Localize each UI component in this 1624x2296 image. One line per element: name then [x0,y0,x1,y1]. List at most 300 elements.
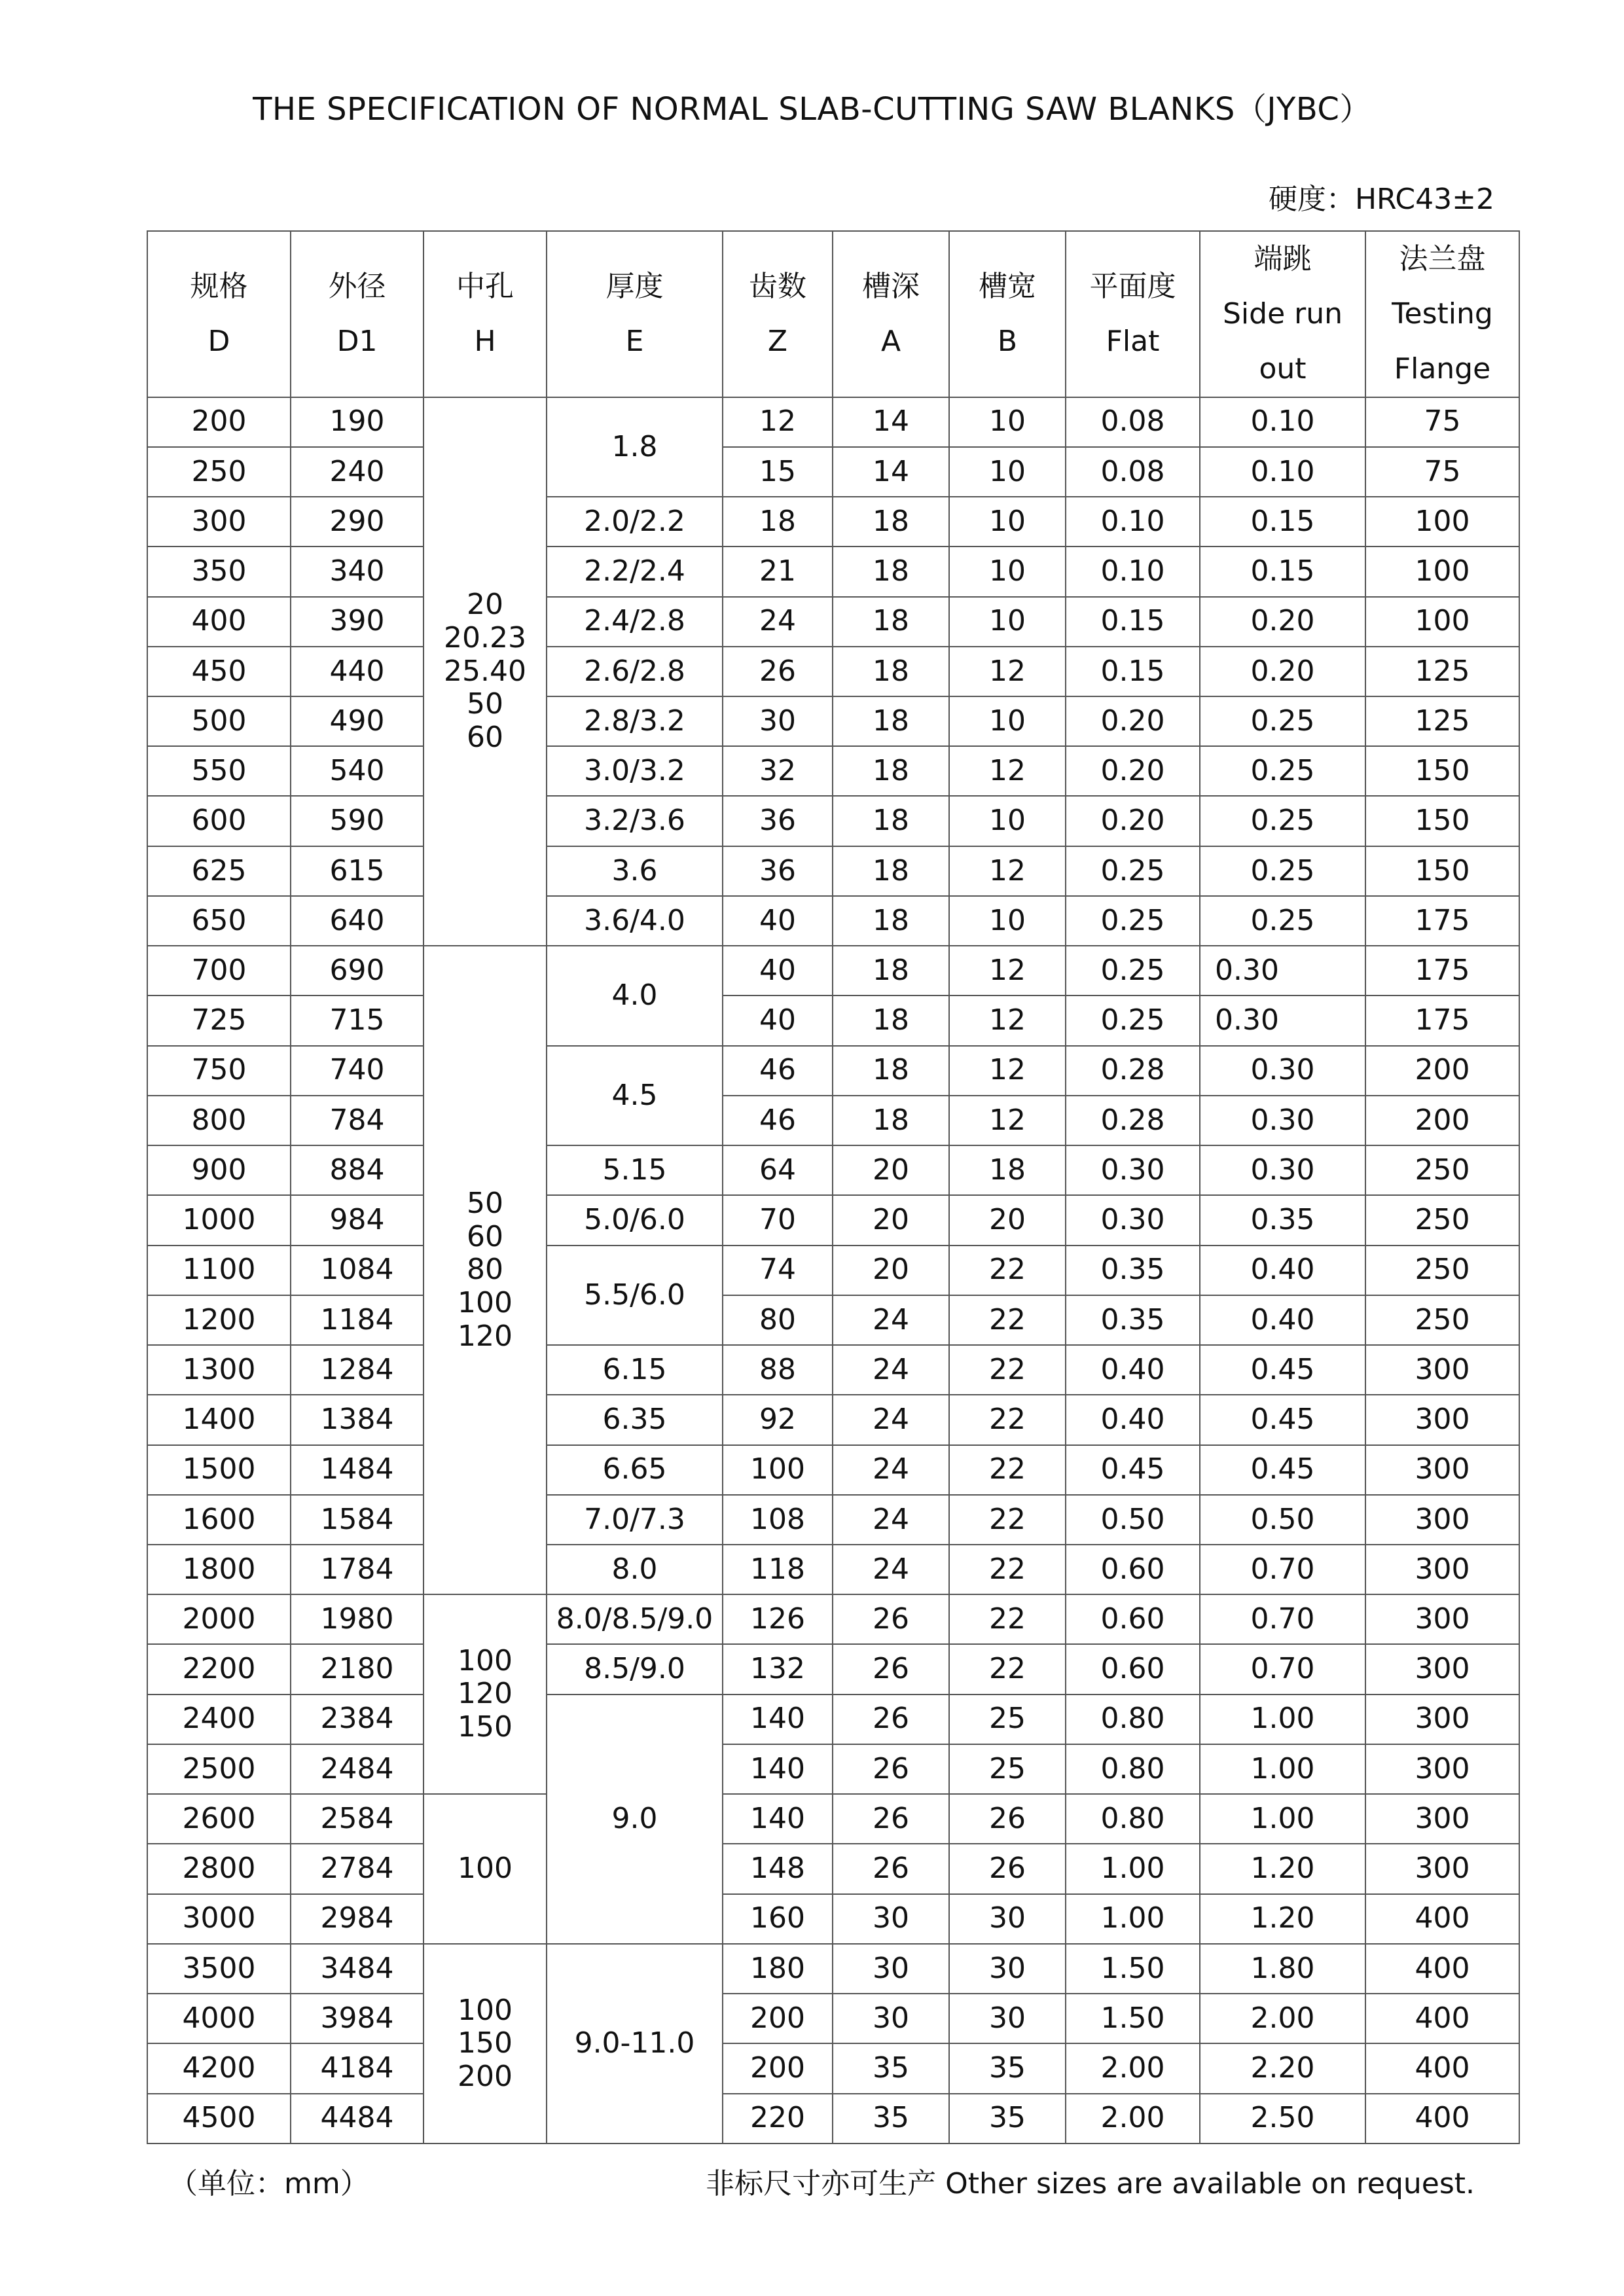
cell-flange: 400 [1365,1894,1519,1944]
cell-spec: 2600 [147,1794,291,1844]
cell-spec: 450 [147,647,291,696]
cell-outer-dia: 4484 [291,2094,424,2144]
table-row [147,1545,1519,1594]
cell-spec: 750 [147,1046,291,1096]
cell-side-run: 0.30 [1200,996,1365,1045]
cell-spec: 1600 [147,1495,291,1545]
cell-outer-dia: 390 [291,597,424,647]
cell-slot-depth: 30 [833,1994,949,2043]
cell-slot-width: 10 [949,547,1066,596]
table-row [147,597,1519,647]
cell-flange: 300 [1365,1844,1519,1893]
hole-value: 50 [467,687,503,721]
header-line: Z [767,324,788,358]
cell-spec: 300 [147,497,291,547]
cell-slot-depth: 18 [833,647,949,696]
spec-table-body [147,231,1519,2144]
cell-slot-width: 22 [949,1495,1066,1545]
table-row [147,1046,1519,1096]
cell-slot-width: 25 [949,1744,1066,1794]
cell-flange: 175 [1365,896,1519,946]
cell-side-run: 0.40 [1200,1295,1365,1345]
cell-flat: 0.30 [1066,1145,1200,1195]
cell-slot-width: 22 [949,1644,1066,1694]
page-title: THE SPECIFICATION OF NORMAL SLAB-CUTTING SAW BLANKS（JYBC） [253,91,1371,128]
cell-teeth: 40 [723,896,833,946]
cell-slot-width: 22 [949,1295,1066,1345]
header-line: 齿数 [749,270,806,304]
cell-flat: 1.00 [1066,1894,1200,1944]
cell-teeth: 15 [723,447,833,497]
cell-hole-group [424,397,547,946]
cell-slot-depth: 18 [833,946,949,996]
header-side-run [1200,231,1365,397]
custom-size-note: 非标尺寸亦可生产 Other sizes are available on request. [706,2167,1475,2200]
table-row [147,1195,1519,1245]
cell-slot-depth: 26 [833,1744,949,1794]
cell-side-run: 0.20 [1200,597,1365,647]
table-row [147,1096,1519,1145]
cell-thickness: 2.0/2.2 [547,497,723,547]
cell-slot-depth: 14 [833,397,949,447]
header-line: Testing [1392,296,1493,331]
cell-slot-depth: 18 [833,846,949,896]
cell-flat: 0.60 [1066,1594,1200,1644]
cell-outer-dia: 3484 [291,1944,424,1994]
table-row [147,1944,1519,1994]
cell-side-run: 0.25 [1200,896,1365,946]
table-row [147,1794,1519,1844]
header-line: E [625,324,644,358]
cell-flange: 300 [1365,1744,1519,1794]
cell-flat: 0.25 [1066,896,1200,946]
cell-slot-depth: 26 [833,1644,949,1694]
cell-outer-dia: 715 [291,996,424,1045]
cell-spec: 600 [147,796,291,846]
cell-flange: 300 [1365,1395,1519,1444]
header-line: D1 [336,324,378,358]
table-row [147,846,1519,896]
cell-thickness: 3.2/3.6 [547,796,723,846]
header-outer-dia [291,231,424,397]
hole-value: 25.40 [444,654,526,688]
cell-slot-width: 20 [949,1195,1066,1245]
cell-slot-depth: 26 [833,1594,949,1644]
cell-flat: 2.00 [1066,2094,1200,2144]
cell-side-run: 2.20 [1200,2043,1365,2093]
cell-spec: 1400 [147,1395,291,1444]
cell-thickness: 2.4/2.8 [547,597,723,647]
table-row [147,896,1519,946]
table-row [147,397,1519,447]
cell-slot-width: 12 [949,1096,1066,1145]
cell-teeth: 160 [723,1894,833,1944]
cell-spec: 550 [147,746,291,796]
cell-spec: 650 [147,896,291,946]
cell-side-run: 0.40 [1200,1246,1365,1295]
cell-slot-width: 26 [949,1794,1066,1844]
cell-flat: 0.25 [1066,996,1200,1045]
header-line: 法兰盘 [1399,242,1486,276]
header-line: D [208,324,230,358]
cell-spec: 725 [147,996,291,1045]
cell-flat: 0.60 [1066,1545,1200,1594]
cell-teeth: 148 [723,1844,833,1893]
cell-teeth: 100 [723,1445,833,1495]
cell-flange: 300 [1365,1345,1519,1395]
cell-outer-dia: 2180 [291,1644,424,1694]
table-row [147,647,1519,696]
cell-flange: 300 [1365,1794,1519,1844]
cell-slot-width: 22 [949,1246,1066,1295]
cell-slot-width: 22 [949,1445,1066,1495]
cell-outer-dia: 690 [291,946,424,996]
hole-value: 150 [458,2026,513,2060]
cell-teeth: 118 [723,1545,833,1594]
cell-teeth: 24 [723,597,833,647]
cell-slot-depth: 24 [833,1345,949,1395]
cell-outer-dia: 884 [291,1145,424,1195]
cell-flange: 150 [1365,796,1519,846]
cell-slot-depth: 24 [833,1545,949,1594]
header-line: Side run [1222,296,1343,331]
cell-teeth: 74 [723,1246,833,1295]
cell-outer-dia: 290 [291,497,424,547]
cell-outer-dia: 2584 [291,1794,424,1844]
cell-outer-dia: 740 [291,1046,424,1096]
cell-flange: 150 [1365,746,1519,796]
cell-slot-depth: 18 [833,597,949,647]
cell-spec: 1200 [147,1295,291,1345]
cell-slot-depth: 18 [833,796,949,846]
cell-slot-width: 22 [949,1594,1066,1644]
cell-flange: 75 [1365,447,1519,497]
cell-flange: 400 [1365,1944,1519,1994]
table-row [147,1345,1519,1395]
table-row [147,996,1519,1045]
cell-slot-depth: 18 [833,746,949,796]
cell-side-run: 0.45 [1200,1345,1365,1395]
cell-slot-width: 10 [949,447,1066,497]
cell-outer-dia: 2484 [291,1744,424,1794]
cell-side-run: 0.30 [1200,1046,1365,1096]
cell-flat: 0.20 [1066,696,1200,746]
cell-slot-width: 18 [949,1145,1066,1195]
hole-value: 100 [458,1285,513,1319]
cell-slot-width: 10 [949,497,1066,547]
cell-slot-depth: 30 [833,1894,949,1944]
cell-flat: 0.45 [1066,1445,1200,1495]
cell-side-run: 0.50 [1200,1495,1365,1545]
spec-table [147,230,1520,2144]
hole-value: 60 [467,1219,503,1253]
cell-flange: 300 [1365,1695,1519,1744]
table-row [147,696,1519,746]
cell-spec: 200 [147,397,291,447]
cell-flat: 2.00 [1066,2043,1200,2093]
cell-spec: 2500 [147,1744,291,1794]
cell-teeth: 32 [723,746,833,796]
cell-spec: 4500 [147,2094,291,2144]
hole-value: 120 [458,1319,513,1353]
header-flange [1365,231,1519,397]
cell-side-run: 0.30 [1200,1145,1365,1195]
cell-side-run: 0.70 [1200,1644,1365,1694]
header-hole [424,231,547,397]
cell-flange: 200 [1365,1046,1519,1096]
cell-slot-depth: 20 [833,1145,949,1195]
cell-thickness: 1.8 [547,397,723,497]
cell-flat: 0.80 [1066,1744,1200,1794]
cell-slot-depth: 18 [833,896,949,946]
cell-flange: 250 [1365,1145,1519,1195]
cell-spec: 350 [147,547,291,596]
cell-slot-depth: 18 [833,1046,949,1096]
cell-thickness: 5.0/6.0 [547,1195,723,1245]
header-flat [1066,231,1200,397]
cell-flat: 0.80 [1066,1794,1200,1844]
table-row [147,1644,1519,1694]
cell-flat: 0.20 [1066,796,1200,846]
table-row [147,946,1519,996]
cell-slot-depth: 18 [833,696,949,746]
cell-flat: 0.35 [1066,1246,1200,1295]
hole-value: 150 [458,1710,513,1744]
cell-spec: 800 [147,1096,291,1145]
cell-flat: 0.08 [1066,447,1200,497]
cell-teeth: 30 [723,696,833,746]
cell-spec: 4000 [147,1994,291,2043]
cell-spec: 2400 [147,1695,291,1744]
cell-teeth: 80 [723,1295,833,1345]
cell-side-run: 1.00 [1200,1794,1365,1844]
cell-teeth: 70 [723,1195,833,1245]
header-line: Flange [1394,351,1491,386]
cell-slot-width: 35 [949,2043,1066,2093]
header-line: 槽深 [862,270,920,304]
cell-slot-depth: 24 [833,1495,949,1545]
cell-flange: 100 [1365,497,1519,547]
cell-slot-depth: 26 [833,1695,949,1744]
cell-flange: 300 [1365,1594,1519,1644]
cell-slot-width: 30 [949,1944,1066,1994]
cell-outer-dia: 440 [291,647,424,696]
cell-side-run: 0.25 [1200,696,1365,746]
cell-flat: 0.35 [1066,1295,1200,1345]
cell-teeth: 180 [723,1944,833,1994]
cell-slot-width: 10 [949,796,1066,846]
cell-thickness: 6.65 [547,1445,723,1495]
cell-teeth: 12 [723,397,833,447]
cell-teeth: 88 [723,1345,833,1395]
header-line: out [1259,351,1307,386]
cell-thickness: 8.0/8.5/9.0 [547,1594,723,1644]
cell-thickness: 2.2/2.4 [547,547,723,596]
cell-thickness: 9.0 [547,1695,723,1944]
cell-flat: 0.50 [1066,1495,1200,1545]
cell-slot-width: 12 [949,647,1066,696]
header-line: 平面度 [1089,270,1176,304]
cell-flat: 0.80 [1066,1695,1200,1744]
cell-thickness: 4.5 [547,1046,723,1145]
cell-spec: 4200 [147,2043,291,2093]
table-row [147,2094,1519,2144]
cell-flange: 300 [1365,1445,1519,1495]
cell-hole-group [424,1794,547,1944]
cell-teeth: 200 [723,1994,833,2043]
cell-thickness: 4.0 [547,946,723,1045]
table-row [147,1994,1519,2043]
cell-side-run: 0.30 [1200,1096,1365,1145]
cell-flange: 400 [1365,2094,1519,2144]
cell-side-run: 0.10 [1200,397,1365,447]
cell-outer-dia: 1584 [291,1495,424,1545]
cell-teeth: 200 [723,2043,833,2093]
cell-flat: 0.30 [1066,1195,1200,1245]
cell-outer-dia: 784 [291,1096,424,1145]
cell-slot-width: 10 [949,597,1066,647]
hole-value: 20.23 [444,620,526,655]
cell-outer-dia: 1784 [291,1545,424,1594]
header-spec [147,231,291,397]
cell-outer-dia: 1980 [291,1594,424,1644]
cell-teeth: 140 [723,1744,833,1794]
cell-flange: 300 [1365,1495,1519,1545]
cell-slot-depth: 24 [833,1445,949,1495]
table-row [147,1395,1519,1444]
cell-thickness: 2.8/3.2 [547,696,723,746]
cell-slot-depth: 18 [833,1096,949,1145]
cell-thickness: 3.0/3.2 [547,746,723,796]
cell-side-run: 0.35 [1200,1195,1365,1245]
header-line: 槽宽 [979,270,1036,304]
cell-spec: 3500 [147,1944,291,1994]
cell-thickness: 9.0-11.0 [547,1944,723,2144]
hole-value: 100 [458,1643,513,1677]
cell-spec: 3000 [147,1894,291,1944]
cell-slot-depth: 20 [833,1246,949,1295]
cell-slot-width: 12 [949,1046,1066,1096]
cell-side-run: 1.20 [1200,1844,1365,1893]
table-row [147,547,1519,596]
cell-teeth: 36 [723,796,833,846]
cell-side-run: 2.50 [1200,2094,1365,2144]
cell-slot-width: 30 [949,1994,1066,2043]
cell-teeth: 220 [723,2094,833,2144]
cell-outer-dia: 984 [291,1195,424,1245]
cell-flat: 0.20 [1066,746,1200,796]
cell-side-run: 0.70 [1200,1545,1365,1594]
cell-side-run: 0.15 [1200,547,1365,596]
cell-teeth: 64 [723,1145,833,1195]
cell-flat: 0.10 [1066,547,1200,596]
cell-flat: 0.15 [1066,597,1200,647]
cell-spec: 625 [147,846,291,896]
cell-hole-group [424,946,547,1594]
cell-slot-width: 35 [949,2094,1066,2144]
cell-side-run: 0.70 [1200,1594,1365,1644]
cell-slot-depth: 20 [833,1195,949,1245]
cell-flange: 250 [1365,1195,1519,1245]
hole-value: 60 [467,720,503,754]
cell-outer-dia: 1284 [291,1345,424,1395]
cell-slot-depth: 24 [833,1295,949,1345]
cell-flange: 125 [1365,696,1519,746]
header-line: A [880,324,901,358]
cell-spec: 1800 [147,1545,291,1594]
cell-teeth: 140 [723,1794,833,1844]
header-line: 规格 [190,270,248,304]
cell-thickness: 6.15 [547,1345,723,1395]
table-row [147,1894,1519,1944]
cell-thickness: 3.6/4.0 [547,896,723,946]
cell-outer-dia: 2384 [291,1695,424,1744]
cell-outer-dia: 1184 [291,1295,424,1345]
hole-value: 80 [467,1253,503,1287]
cell-spec: 500 [147,696,291,746]
cell-flat: 0.25 [1066,946,1200,996]
cell-teeth: 40 [723,996,833,1045]
cell-outer-dia: 4184 [291,2043,424,2093]
cell-slot-width: 10 [949,696,1066,746]
header-line: Flat [1106,324,1160,358]
cell-flange: 150 [1365,846,1519,896]
cell-teeth: 92 [723,1395,833,1444]
header-line: 厚度 [605,270,664,304]
header-slot-width [949,231,1066,397]
cell-flat: 0.28 [1066,1046,1200,1096]
cell-slot-depth: 30 [833,1944,949,1994]
cell-slot-depth: 14 [833,447,949,497]
cell-slot-width: 12 [949,746,1066,796]
table-row [147,447,1519,497]
cell-flange: 300 [1365,1644,1519,1694]
cell-outer-dia: 240 [291,447,424,497]
table-row [147,1295,1519,1345]
cell-flat: 0.60 [1066,1644,1200,1694]
cell-flat: 0.40 [1066,1395,1200,1444]
cell-slot-width: 25 [949,1695,1066,1744]
cell-side-run: 2.00 [1200,1994,1365,2043]
header-row [147,231,1519,397]
header-slot-depth [833,231,949,397]
cell-outer-dia: 2784 [291,1844,424,1893]
table-row [147,1594,1519,1644]
cell-outer-dia: 340 [291,547,424,596]
cell-thickness: 2.6/2.8 [547,647,723,696]
cell-spec: 1100 [147,1246,291,1295]
table-row [147,746,1519,796]
hole-value: 20 [467,588,503,622]
cell-side-run: 1.80 [1200,1944,1365,1994]
cell-outer-dia: 3984 [291,1994,424,2043]
cell-thickness: 8.0 [547,1545,723,1594]
header-teeth [723,231,833,397]
cell-teeth: 46 [723,1046,833,1096]
cell-flange: 100 [1365,597,1519,647]
cell-flat: 0.08 [1066,397,1200,447]
cell-side-run: 1.20 [1200,1894,1365,1944]
cell-teeth: 40 [723,946,833,996]
cell-side-run: 0.10 [1200,447,1365,497]
table-row [147,1445,1519,1495]
table-row [147,497,1519,547]
cell-outer-dia: 1084 [291,1246,424,1295]
cell-hole-group [424,1944,547,2144]
cell-flange: 100 [1365,547,1519,596]
header-line: 端跳 [1254,242,1312,276]
hole-value: 50 [467,1187,503,1221]
